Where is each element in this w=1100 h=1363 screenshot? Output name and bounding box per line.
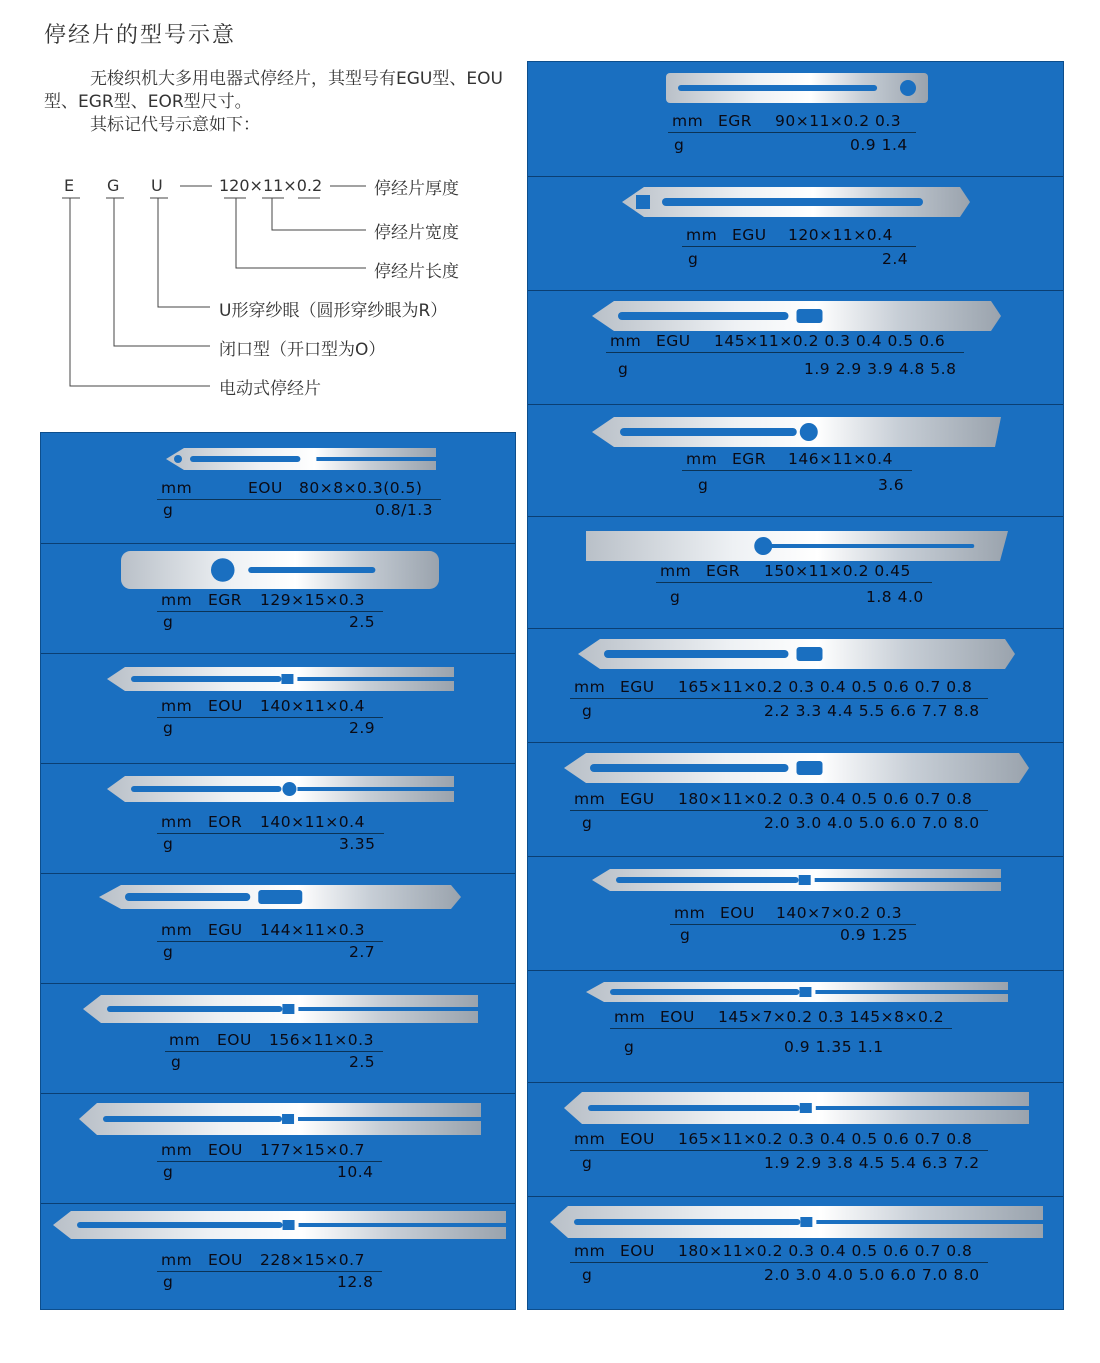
legend-electric-label: 电动式停经片	[219, 379, 321, 399]
spec-type: EGR	[732, 450, 767, 468]
spec-divider-line	[606, 352, 964, 353]
spec-dimensions: 140×11×0.4	[260, 697, 365, 715]
spec-divider-line	[157, 611, 383, 612]
spec-divider-line	[570, 698, 988, 699]
blade-round-eye	[800, 423, 818, 441]
blade-slot	[763, 544, 974, 548]
blade-slot	[131, 786, 281, 792]
spec-dimensions: 140×11×0.4	[260, 813, 365, 831]
blade-slot	[574, 1219, 800, 1225]
spec-weight: 12.8	[337, 1273, 374, 1291]
catalog-row	[41, 653, 515, 764]
catalog-row	[41, 1093, 515, 1204]
catalog-row	[528, 176, 1063, 291]
catalog-row	[528, 1196, 1063, 1308]
spec-divider-line	[157, 499, 441, 500]
legend-code-dims: 120×11×0.2	[219, 176, 323, 195]
catalog-row	[528, 404, 1063, 517]
spec-unit-mm: mm	[161, 1141, 193, 1159]
spec-unit-g: g	[674, 136, 685, 154]
spec-unit-g: g	[582, 1154, 593, 1172]
spec-type: EGU	[732, 226, 767, 244]
spec-weight: 0.8/1.3	[375, 501, 434, 519]
blade-u-eye	[799, 875, 811, 885]
blade-slot	[604, 650, 789, 658]
spec-unit-mm: mm	[161, 813, 193, 831]
spec-divider-line	[656, 582, 932, 583]
blade-round-eye	[900, 80, 916, 96]
blade-u-eye	[283, 1220, 295, 1230]
legend-code-g: G	[107, 176, 120, 195]
blade-slot	[131, 676, 281, 682]
spec-unit-mm: mm	[660, 562, 692, 580]
spec-unit-g: g	[618, 360, 629, 378]
catalog-row	[41, 433, 515, 544]
blade-slot	[616, 877, 799, 883]
blade-slot	[590, 764, 789, 772]
spec-dimensions: 120×11×0.4	[788, 226, 893, 244]
left-catalog-panel	[40, 432, 516, 1310]
spec-weight: 0.9 1.4	[850, 136, 908, 154]
spec-dimensions: 140×7×0.2 0.3	[776, 904, 903, 922]
spec-divider-line	[157, 1271, 382, 1272]
spec-unit-mm: mm	[672, 112, 704, 130]
spec-unit-g: g	[670, 588, 681, 606]
spec-unit-mm: mm	[674, 904, 706, 922]
blade-slot	[620, 428, 797, 436]
spec-divider-line	[682, 246, 916, 247]
spec-dimensions: 145×11×0.2 0.3 0.4 0.5 0.6	[714, 332, 946, 350]
spec-unit-g: g	[163, 1163, 174, 1181]
spec-unit-g: g	[582, 1266, 593, 1284]
right-catalog-panel	[527, 61, 1064, 1310]
spec-unit-g: g	[698, 476, 709, 494]
blade-u-eye	[258, 890, 302, 904]
blade-slot	[248, 567, 375, 573]
spec-unit-g: g	[163, 835, 174, 853]
blade-round-eye	[174, 455, 182, 463]
blade-slot	[588, 1105, 800, 1111]
spec-type: EOU	[620, 1130, 655, 1148]
heald-blade-image	[528, 970, 1063, 1082]
spec-dimensions: 150×11×0.2 0.45	[764, 562, 911, 580]
spec-unit-g: g	[163, 501, 174, 519]
spec-weight: 2.5	[349, 1053, 376, 1071]
legend-width-label: 停经片宽度	[374, 223, 459, 243]
legend-u-eye-label: U形穿纱眼（圆形穿纱眼为R）	[219, 301, 448, 321]
spec-type: EOU	[217, 1031, 252, 1049]
spec-weight: 3.35	[339, 835, 376, 853]
intro-line-2: 其标记代号示意如下：	[90, 115, 260, 135]
spec-dimensions: 129×15×0.3	[260, 591, 365, 609]
spec-dimensions: 156×11×0.3	[269, 1031, 374, 1049]
spec-type: EGU	[208, 921, 243, 939]
spec-weight: 1.9 2.9 3.9 4.8 5.8	[804, 360, 957, 378]
page-title: 停经片的型号示意	[44, 23, 237, 48]
spec-type: EOU	[720, 904, 755, 922]
spec-weight: 3.6	[878, 476, 905, 494]
blade-slot	[610, 989, 799, 995]
spec-dimensions: 80×8×0.3(0.5)	[299, 479, 423, 497]
spec-dimensions: 180×11×0.2 0.3 0.4 0.5 0.6 0.7 0.8	[678, 790, 973, 808]
spec-weight: 2.2 3.3 4.4 5.5 6.6 7.7 8.8	[764, 702, 980, 720]
catalog-row	[528, 516, 1063, 629]
spec-unit-mm: mm	[169, 1031, 201, 1049]
spec-type: EOU	[248, 479, 283, 497]
legend-code-u: U	[151, 176, 163, 195]
legend-closed-label: 闭口型（开口型为O）	[219, 340, 386, 360]
spec-unit-mm: mm	[574, 1242, 606, 1260]
catalog-row	[528, 1082, 1063, 1197]
blade-u-eye	[282, 1004, 294, 1014]
spec-type: EOU	[660, 1008, 695, 1026]
catalog-row	[41, 873, 515, 984]
spec-type: EOR	[208, 813, 243, 831]
spec-unit-g: g	[582, 702, 593, 720]
spec-dimensions: 146×11×0.4	[788, 450, 893, 468]
blade-u-eye	[799, 987, 811, 997]
spec-unit-mm: mm	[614, 1008, 646, 1026]
catalog-row	[41, 543, 515, 654]
spec-divider-line	[570, 1262, 988, 1263]
spec-unit-g: g	[163, 719, 174, 737]
spec-type: EGR	[706, 562, 741, 580]
legend-thickness-label: 停经片厚度	[374, 179, 459, 199]
spec-divider-line	[165, 1051, 383, 1052]
blade-u-eye	[800, 1217, 812, 1227]
catalog-row	[41, 1203, 515, 1309]
spec-dimensions: 90×11×0.2 0.3	[775, 112, 902, 130]
spec-unit-mm: mm	[161, 921, 193, 939]
blade-u-eye	[797, 647, 823, 661]
spec-unit-mm: mm	[574, 678, 606, 696]
blade-slot	[618, 312, 789, 320]
blade-u-eye	[797, 309, 823, 323]
blade-slot	[190, 456, 300, 462]
spec-weight: 1.8 4.0	[866, 588, 924, 606]
code-legend-diagram	[0, 160, 530, 420]
spec-divider-line	[157, 941, 383, 942]
spec-unit-mm: mm	[686, 450, 718, 468]
spec-dimensions: 144×11×0.3	[260, 921, 365, 939]
catalog-row	[528, 290, 1063, 405]
blade-slot	[77, 1222, 283, 1228]
spec-type: EGR	[718, 112, 753, 130]
spec-unit-g: g	[688, 250, 699, 268]
blade-round-eye	[211, 558, 235, 582]
spec-divider-line	[570, 1150, 988, 1151]
blade-u-eye	[281, 674, 293, 684]
spec-weight: 2.5	[349, 613, 376, 631]
intro-line-1: 无梭织机大多用电器式停经片，其型号有EGU型、EOU型、EGR型、EOR型尺寸。	[44, 69, 503, 112]
spec-weight: 0.9 1.25	[840, 926, 909, 944]
spec-weight: 2.0 3.0 4.0 5.0 6.0 7.0 8.0	[764, 1266, 980, 1284]
spec-unit-g: g	[680, 926, 691, 944]
spec-type: EGU	[656, 332, 691, 350]
spec-type: EGR	[208, 591, 243, 609]
blade-slot	[107, 1006, 282, 1012]
spec-dimensions: 145×7×0.2 0.3 145×8×0.2	[718, 1008, 945, 1026]
spec-unit-g: g	[163, 613, 174, 631]
spec-divider-line	[682, 470, 912, 471]
spec-type: EOU	[208, 697, 243, 715]
spec-weight: 0.9 1.35 1.1	[784, 1038, 884, 1056]
catalog-row	[528, 856, 1063, 971]
legend-length-label: 停经片长度	[374, 262, 459, 282]
spec-weight: 10.4	[337, 1163, 374, 1181]
blade-slot	[103, 1116, 282, 1122]
spec-dimensions: 177×15×0.7	[260, 1141, 365, 1159]
spec-unit-mm: mm	[574, 790, 606, 808]
spec-unit-g: g	[163, 943, 174, 961]
spec-type: EOU	[208, 1251, 243, 1269]
blade-round-eye	[282, 782, 296, 796]
catalog-row	[528, 742, 1063, 857]
spec-unit-mm: mm	[161, 591, 193, 609]
spec-dimensions: 165×11×0.2 0.3 0.4 0.5 0.6 0.7 0.8	[678, 1130, 973, 1148]
spec-unit-mm: mm	[161, 479, 193, 497]
spec-divider-line	[570, 810, 988, 811]
spec-unit-g: g	[171, 1053, 182, 1071]
spec-unit-g: g	[624, 1038, 635, 1056]
spec-unit-mm: mm	[574, 1130, 606, 1148]
spec-unit-mm: mm	[161, 1251, 193, 1269]
blade-u-eye	[282, 1114, 294, 1124]
spec-divider-line	[670, 924, 916, 925]
spec-type: EGU	[620, 678, 655, 696]
spec-divider-line	[157, 833, 384, 834]
catalog-row	[528, 62, 1063, 177]
spec-unit-mm: mm	[161, 697, 193, 715]
spec-divider-line	[668, 132, 916, 133]
spec-unit-g: g	[163, 1273, 174, 1291]
spec-weight: 2.9	[349, 719, 376, 737]
spec-weight: 2.7	[349, 943, 376, 961]
spec-weight: 1.9 2.9 3.8 4.5 5.4 6.3 7.2	[764, 1154, 980, 1172]
spec-unit-mm: mm	[610, 332, 642, 350]
catalog-row	[528, 970, 1063, 1083]
spec-unit-g: g	[582, 814, 593, 832]
spec-type: EOU	[208, 1141, 243, 1159]
spec-divider-line	[157, 1161, 382, 1162]
catalog-row	[41, 983, 515, 1094]
blade-slot	[662, 198, 923, 206]
blade-u-eye	[800, 1103, 812, 1113]
spec-dimensions: 228×15×0.7	[260, 1251, 365, 1269]
blade-slot	[678, 85, 877, 91]
catalog-row	[528, 628, 1063, 743]
blade-u-eye	[636, 195, 650, 209]
spec-weight: 2.4	[882, 250, 909, 268]
catalog-row	[41, 763, 515, 874]
spec-weight: 2.0 3.0 4.0 5.0 6.0 7.0 8.0	[764, 814, 980, 832]
spec-divider-line	[610, 1028, 952, 1029]
blade-u-eye	[797, 761, 823, 775]
spec-type: EGU	[620, 790, 655, 808]
blade-slot	[125, 893, 250, 901]
spec-dimensions: 180×11×0.2 0.3 0.4 0.5 0.6 0.7 0.8	[678, 1242, 973, 1260]
spec-unit-mm: mm	[686, 226, 718, 244]
spec-divider-line	[157, 717, 383, 718]
spec-type: EOU	[620, 1242, 655, 1260]
blade-round-eye	[754, 537, 772, 555]
legend-code-e: E	[64, 176, 75, 195]
spec-dimensions: 165×11×0.2 0.3 0.4 0.5 0.6 0.7 0.8	[678, 678, 973, 696]
intro-text	[44, 68, 524, 137]
